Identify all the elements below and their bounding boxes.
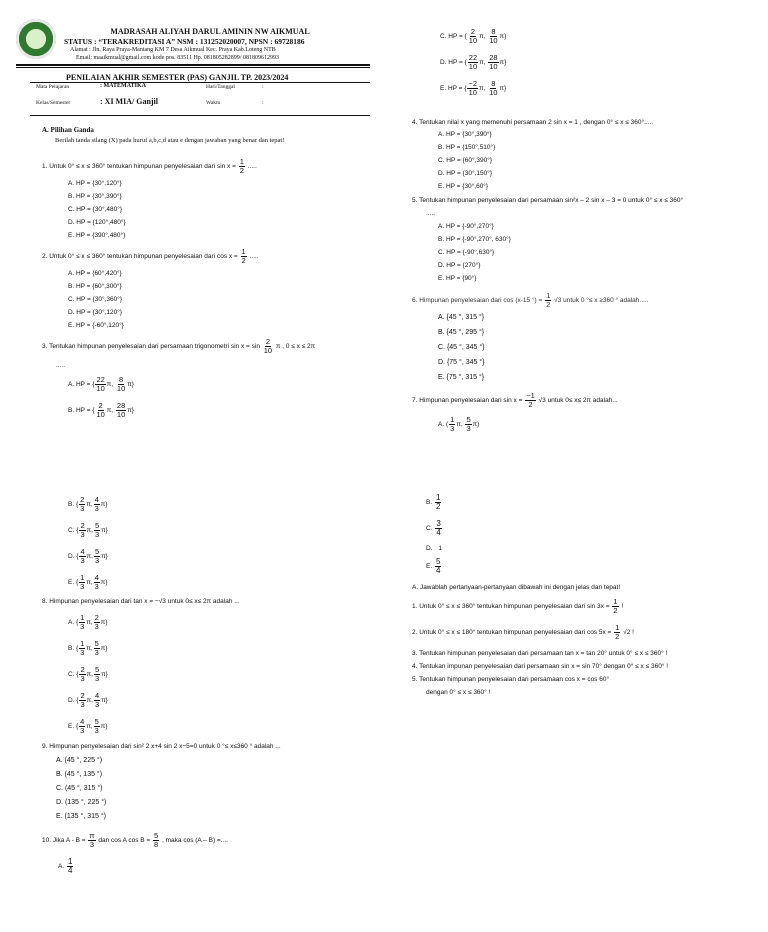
essay-5-cont: dengan 0° ≤ x ≤ 360° !	[426, 689, 491, 696]
q4-option-d[interactable]: D. HP = {30°,150°}	[438, 170, 493, 177]
q9-option-c[interactable]: C. (45 °, 315 °)	[56, 785, 103, 792]
question-6: 6. Himpunan penyelesaian dari cos (x-15 °) = $\frac{1}{2}$ √3 untuk 0 °≤ x ≥360 ° adalah.....	[412, 291, 649, 309]
q5-option-b[interactable]: B. HP = {-90°,270°, 630°}	[438, 236, 511, 243]
question-1: 1. Untuk 0° ≤ x ≤ 360° tentukan himpunan penyelesaian dari sin x = $\frac{1}{2}$ .....	[42, 157, 257, 175]
q3-option-c[interactable]: C. HP = { $\frac{2}{10}$ π, $\frac{8}{10}$ π}	[440, 27, 507, 45]
q1-option-c[interactable]: C. HP = {30°,480°}	[68, 206, 123, 213]
question-4: 4. Tentukan nilai x yang memenuhi persamaan 2 sin x = 1 , dengan 0° ≤ x ≤ 360°.....	[412, 119, 654, 126]
letterhead-rule-thin	[16, 67, 370, 68]
question-5: 5. Tentukan himpunan penyelesaian dari persamaan sin²x – 2 sin x – 3 = 0 untuk 0° ≤ x ≤ 360°	[412, 197, 684, 204]
q9-option-d[interactable]: D. (135 °, 225 °)	[56, 799, 107, 806]
q1-option-e[interactable]: E. HP = {390°,480°}	[68, 232, 126, 239]
school-address: Alamat : Jln. Raya Praya-Mantang KM 7 Desa Aikmual Kec. Praya Kab.Loteng NTB	[70, 47, 276, 53]
essay-4: 4. Tentukan impunan penyelesaian dari persamaan sin x = sin 70° dengan 0° ≤ x ≤ 360° !	[412, 663, 669, 670]
q10-option-b[interactable]: B. $\frac{1}{2}$	[426, 493, 441, 511]
question-9: 9. Himpunan penyelesaian dari sin² 2 x+4 sin 2 x−5=0 untuk 0 °≤ x≤360 ° adalah ...	[42, 743, 281, 750]
q9-option-a[interactable]: A. (45 °, 225 °)	[56, 757, 103, 764]
q10-option-a[interactable]: A. $\frac{1}{4}$	[58, 857, 73, 875]
time-label: Waktu	[206, 100, 221, 106]
class-value: : XI MIA/ Ganjil	[100, 97, 158, 106]
subject-value: : MATEMATIKA	[100, 83, 146, 89]
school-logo	[16, 19, 56, 59]
essay-3: 3. Tentukan himpunan penyelesaian dari persamaan tan x = tan 20° untuk 0° ≤ x ≤ 360° !	[412, 650, 668, 657]
q2-option-e[interactable]: E. HP = {-60°,120°}	[68, 322, 124, 329]
subject-label: Mata Pelajaran	[36, 84, 70, 90]
q8-option-d[interactable]: D. { $\frac{2}{3}$ π, $\frac{4}{3}$ π}	[68, 691, 108, 709]
q10-option-e[interactable]: E. $\frac{5}{4}$	[426, 557, 441, 575]
q2-option-a[interactable]: A. HP = {60°,420°}	[68, 270, 122, 277]
q4-option-b[interactable]: B. HP = {150°,510°}	[438, 144, 496, 151]
q6-option-a[interactable]: A. {45 °, 315 °}	[438, 314, 485, 321]
q7-option-a[interactable]: A. ( $\frac{1}{3}$ π, $\frac{5}{3}$ π)	[438, 415, 480, 433]
q5-option-c[interactable]: C. HP = {-90°,630°}	[438, 249, 495, 256]
q3-option-b[interactable]: B. HP = { $\frac{2}{10}$ π, $\frac{28}{10}$ π}	[68, 401, 134, 419]
q2-option-c[interactable]: C. HP = {30°,360°}	[68, 296, 123, 303]
cont-option-c[interactable]: C. { $\frac{2}{3}$ π, $\frac{5}{3}$ π}	[68, 521, 108, 539]
essay-1: 1. Untuk 0° ≤ x ≤ 360° tentukan himpunan penyelesaian dari sin 3x = $\frac{1}{2}$ !	[412, 597, 624, 615]
q8-option-e[interactable]: E. { $\frac{4}{3}$ π, $\frac{5}{3}$ π}	[68, 717, 108, 735]
q2-option-d[interactable]: D. HP = {30°,120°}	[68, 309, 123, 316]
section-instruction: Berilah tanda silang (X) pada huruf a,b,c,d atau e dengan jawaban yang benar dan tepat!	[55, 137, 285, 144]
q6-option-e[interactable]: E. {75 °, 315 °}	[438, 374, 485, 381]
question-8: 8. Himpunan penyelesaian dari tan x = −√3 untuk 0≤ x≤ 2π adalah ...	[42, 598, 240, 605]
cont-option-b[interactable]: B. { $\frac{2}{3}$ π, $\frac{4}{3}$ π}	[68, 495, 108, 513]
letterhead-rule	[16, 64, 370, 66]
school-email: Email: maaikmual@gmail.com kode pos. 83511 Hp. 081805282899/ 081809612993	[76, 55, 279, 61]
exam-info-box	[30, 82, 370, 116]
q10-option-d[interactable]: D. 1	[426, 545, 442, 552]
q1-option-b[interactable]: B. HP = {30°,390°}	[68, 193, 122, 200]
q9-option-e[interactable]: E. (135 °, 315 °)	[56, 813, 106, 820]
q2-option-b[interactable]: B. HP = {60°,300°}	[68, 283, 122, 290]
cont-option-e[interactable]: E. { $\frac{1}{3}$ π, $\frac{4}{3}$ π}	[68, 573, 108, 591]
essay-5: 5. Tentukan himpunan penyelesaian dari persamaan cos x = cos 60°	[412, 676, 610, 683]
essay-title: A. Jawablah pertanyaan-pertanyaan dibawah ini dengan jelas dan tepat!	[412, 584, 621, 591]
question-10: 10. Jika A - B = $\frac{\pi}{3}$ dan cos A cos B = $\frac{5}{8}$ , maka cos (A – B) =....	[42, 831, 228, 849]
q3-option-e[interactable]: E. HP = { $\frac{-2}{10}$ π, $\frac{8}{10}$ π}	[440, 79, 507, 97]
q5-option-e[interactable]: E. HP = {90°}	[438, 275, 477, 282]
school-status: STATUS : “TERAKREDITASI A” NSM : 131252020007, NPSN : 69728186	[64, 37, 305, 46]
q5-option-a[interactable]: A. HP = {-90°,270°}	[438, 223, 494, 230]
q8-option-c[interactable]: C. { $\frac{2}{3}$ π, $\frac{5}{3}$ π}	[68, 665, 108, 683]
essay-2: 2. Untuk 0° ≤ x ≤ 180° tentukan himpunan penyelesaian dari cos 5x = $\frac{1}{2}$ √2 !	[412, 623, 634, 641]
q10-option-c[interactable]: C. $\frac{3}{4}$	[426, 519, 441, 537]
exam-title: PENILAIAN AKHIR SEMESTER (PAS) GANJIL TP. 2023/2024	[66, 73, 289, 82]
q6-option-c[interactable]: C. {45 °, 345 °}	[438, 344, 485, 351]
class-label: Kelas/Semester	[36, 100, 71, 106]
q6-option-d[interactable]: D. {75 °, 345 °}	[438, 359, 485, 366]
q4-option-a[interactable]: A. HP = {30°,390°}	[438, 131, 492, 138]
q3-option-d[interactable]: D. HP = { $\frac{22}{10}$ π, $\frac{28}{10}$ π}	[440, 53, 507, 71]
q5-dots: .....	[426, 210, 436, 217]
q8-option-a[interactable]: A. { $\frac{1}{3}$ π, $\frac{2}{3}$ π}	[68, 613, 108, 631]
q3-option-a[interactable]: A. HP = { $\frac{22}{10}$ π, $\frac{8}{10}$ π}	[68, 375, 134, 393]
q9-option-b[interactable]: B. (45 °, 135 °)	[56, 771, 103, 778]
q4-option-c[interactable]: C. HP = {60°,390°}	[438, 157, 493, 164]
q8-option-b[interactable]: B. { $\frac{1}{3}$ π, $\frac{5}{3}$ π}	[68, 639, 108, 657]
section-title: A. Pilihan Ganda	[42, 126, 94, 134]
q4-option-e[interactable]: E. HP = {30°,60°}	[438, 183, 489, 190]
cont-option-d[interactable]: D. { $\frac{4}{3}$ π, $\frac{5}{3}$ π}	[68, 547, 108, 565]
q5-option-d[interactable]: D. HP = {270°}	[438, 262, 481, 269]
date-label: Hari/Tanggal	[206, 84, 235, 90]
question-7: 7. Himpunan penyelesaian dari sin x = $\frac{-1}{2}$ √3 untuk 0≤ x≤ 2π adalah...	[412, 391, 618, 409]
q1-option-d[interactable]: D. HP = {120°,480°}	[68, 219, 126, 226]
q6-option-b[interactable]: B. {45 °, 295 °}	[438, 329, 485, 336]
school-name: MADRASAH ALIYAH DARUL AMININ NW AIKMUAL	[110, 27, 310, 36]
question-3: 3. Tentukan himpunan penyelesaian dari persamaan trigonometri sin x = sin $\frac{2}{10}$ π , 0 ≤ x ≤ 2π	[42, 337, 316, 355]
time-value: :	[262, 100, 264, 106]
question-2: 2. Untuk 0° ≤ x ≤ 360° tentukan himpunan penyelesaian dari cos x = $\frac{1}{2}$ .....	[42, 247, 259, 265]
q1-option-a[interactable]: A. HP = {30°,120°}	[68, 180, 122, 187]
q3-dots: .....	[56, 362, 66, 369]
date-value: :	[262, 84, 264, 90]
